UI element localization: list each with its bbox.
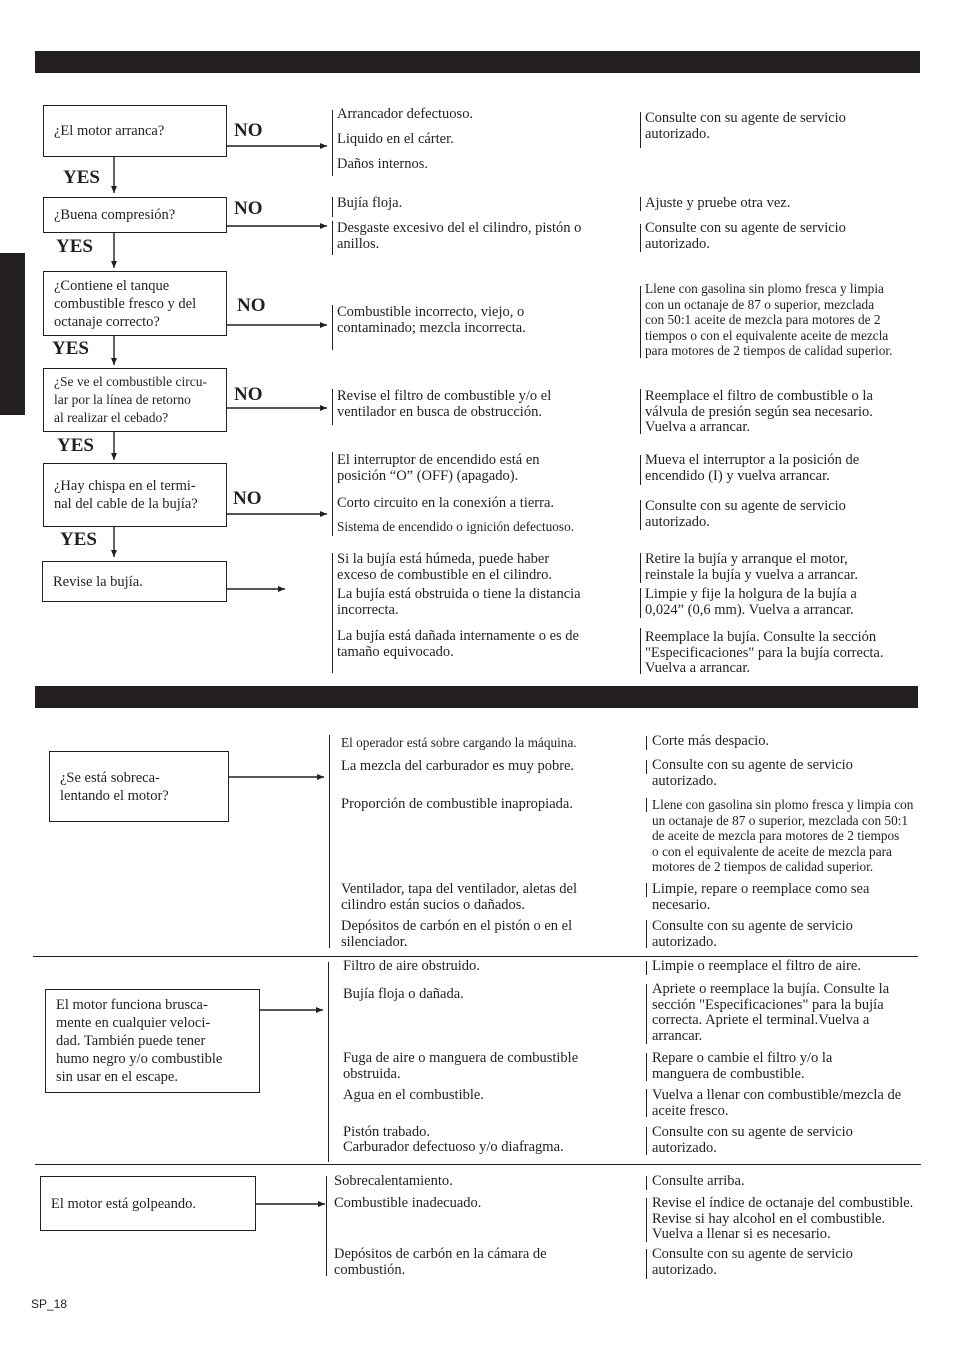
separator	[640, 197, 641, 211]
remedy-text: Consulte con su agente de servicio autorizado.	[645, 220, 846, 252]
remedy-text: Consulte con su agente de servicio autorizado.	[652, 1246, 853, 1278]
yes-label: YES	[57, 435, 94, 456]
no-label: NO	[234, 198, 263, 219]
cause-text: Sobrecalentamiento.	[334, 1173, 453, 1189]
cause-text: Fuga de aire o manguera de combustible obstruida.	[343, 1050, 579, 1082]
remedy-text: Apriete o reemplace la bujía. Consulte la sección "Especificaciones" para la bujía correcta. Apriete el terminal.Vuelva a arrancar.	[652, 981, 890, 1044]
separator	[332, 197, 333, 217]
yes-label: YES	[56, 236, 93, 257]
separator	[640, 455, 641, 485]
cause-text: Arrancador defectuoso.	[337, 106, 474, 122]
separator	[646, 961, 647, 975]
separator	[332, 305, 333, 350]
separator	[646, 736, 647, 750]
cause-text: La bujía está dañada internamente o es de tamaño equivocado.	[337, 628, 579, 660]
remedy-text: Reemplace la bujía. Consulte la sección "Especificaciones" para la bujía correcta. Vuelva a arrancar.	[645, 629, 884, 676]
cause-text: El operador está sobre cargando la máquina.	[341, 735, 577, 750]
separator	[646, 1176, 647, 1190]
cause-text: Daños internos.	[337, 156, 429, 172]
remedy-text: Consulte con su agente de servicio autorizado.	[652, 918, 853, 950]
yes-label: YES	[60, 529, 97, 550]
separator	[332, 389, 333, 425]
problem-knocking: El motor está golpeando.	[40, 1176, 256, 1231]
remedy-text: Llene con gasolina sin plomo fresca y limpia con un octanaje de 87 o superior, mezclada con 50:1 aceite de mezcla para motores de 2 tiempos o con el equivalente aceite de mezcla para motores de 2 tiempos de calidad superior.	[645, 281, 893, 358]
remedy-text: Llene con gasolina sin plomo fresca y limpia con un octanaje de 87 o superior, mezclada con 50:1 de aceite de mezcla para motores de 2 tiempos o con el equivalente de aceite de mezcla para motores de 2 tiempos de calidad superior.	[652, 797, 914, 874]
separator	[640, 286, 641, 358]
cause-text: Corto circuito en la conexión a tierra.	[337, 495, 555, 511]
cause-text: Pistón trabado. Carburador defectuoso y/o diafragma.	[343, 1124, 564, 1155]
question-engine-starts: ¿El motor arranca?	[43, 105, 227, 157]
cause-text: Liquido en el cárter.	[337, 131, 454, 147]
remedy-text: Limpie o reemplace el filtro de aire.	[652, 958, 861, 974]
cause-text: Si la bujía está húmeda, puede haber exceso de combustible en el cilindro.	[337, 551, 553, 583]
separator	[640, 588, 641, 618]
separator	[332, 221, 333, 255]
cause-text: Desgaste excesivo del el cilindro, pistón o anillos.	[337, 220, 582, 252]
remedy-text: Repare o cambie el filtro y/o la manguera de combustible.	[652, 1050, 833, 1082]
remedy-text: Mueva el interruptor a la posición de encendido (I) y vuelva arrancar.	[645, 452, 860, 484]
separator	[640, 389, 641, 434]
cause-text: Combustible incorrecto, viejo, o contaminado; mezcla incorrecta.	[337, 304, 526, 336]
cause-text: Depósitos de carbón en el pistón o en el silenciador.	[341, 918, 573, 950]
remedy-text: Consulte con su agente de servicio autorizado.	[652, 757, 853, 789]
cause-text: La bujía está obstruida o tiene la distancia incorrecta.	[337, 586, 581, 618]
cause-text: Proporción de combustible inapropiada.	[341, 796, 573, 812]
cause-text: El interruptor de encendido está en posición “O” (OFF) (apagado).	[337, 452, 540, 484]
separator	[646, 984, 647, 1044]
question-fresh-fuel: ¿Contiene el tanque combustible fresco y del octanaje correcto?	[43, 271, 227, 336]
row-divider	[33, 956, 918, 957]
remedy-text: Vuelva a llenar con combustible/mezcla de aceite fresco.	[652, 1087, 902, 1119]
separator	[640, 224, 641, 252]
separator	[646, 1089, 647, 1117]
remedy-text: Consulte con su agente de servicio autorizado.	[645, 110, 846, 142]
no-label: NO	[234, 384, 263, 405]
separator	[640, 553, 641, 583]
cause-text: Bujía floja.	[337, 195, 403, 211]
no-label: NO	[237, 295, 266, 316]
yes-label: YES	[63, 167, 100, 188]
separator	[329, 735, 330, 948]
cause-text: Combustible inadecuado.	[334, 1195, 482, 1211]
row-divider	[35, 1164, 921, 1165]
remedy-text: Reemplace el filtro de combustible o la válvula de presión según sea necesario. Vuelva a arrancar.	[645, 388, 873, 435]
separator	[646, 883, 647, 897]
separator	[640, 112, 641, 148]
separator	[332, 452, 333, 536]
separator	[646, 1053, 647, 1081]
cause-text: Sistema de encendido o ignición defectuoso.	[337, 519, 575, 534]
separator	[328, 962, 329, 1162]
question-good-compression: ¿Buena compresión?	[43, 197, 227, 233]
remedy-text: Consulte arriba.	[652, 1173, 745, 1189]
separator	[326, 1176, 327, 1276]
cause-text: Agua en el combustible.	[343, 1087, 484, 1103]
remedy-text: Limpie y fije la holgura de la bujía a 0,024” (0,6 mm). Vuelva a arrancar.	[645, 586, 857, 618]
remedy-text: Limpie, repare o reemplace como sea necesario.	[652, 881, 870, 913]
no-label: NO	[234, 120, 263, 141]
separator	[646, 798, 647, 812]
remedy-text: Retire la bujía y arranque el motor, reinstale la bujía y vuelva a arrancar.	[645, 551, 858, 583]
separator	[332, 110, 333, 176]
cause-text: Filtro de aire obstruido.	[343, 958, 480, 974]
no-label: NO	[233, 488, 262, 509]
check-spark-plug-box: Revise la bujía.	[42, 561, 227, 602]
cause-text: Bujía floja o dañada.	[343, 986, 464, 1002]
remedy-text: Consulte con su agente de servicio autorizado.	[645, 498, 846, 530]
remedy-text: Corte más despacio.	[652, 733, 770, 749]
yes-label: YES	[52, 338, 89, 359]
remedy-text: Ajuste y pruebe otra vez.	[645, 195, 791, 211]
question-fuel-return-line: ¿Se ve el combustible circu- lar por la línea de retorno al realizar el cebado?	[43, 368, 227, 432]
separator	[646, 1198, 647, 1242]
separator	[332, 553, 333, 673]
cause-text: Ventilador, tapa del ventilador, aletas del cilindro están sucios o dañados.	[341, 881, 577, 913]
remedy-text: Revise el índice de octanaje del combustible. Revise si hay alcohol en el combustible. Vuelva a llenar si es necesario.	[652, 1195, 914, 1242]
page-number: SP_18	[31, 1297, 68, 1311]
cause-text: Revise el filtro de combustible y/o el ventilador en busca de obstrucción.	[337, 388, 552, 420]
separator	[646, 1249, 647, 1279]
problem-overheating: ¿Se está sobreca- lentando el motor?	[49, 751, 229, 822]
remedy-text: Consulte con su agente de servicio autorizado.	[652, 1124, 853, 1156]
problem-rough-running: El motor funciona brusca- mente en cualquier veloci- dad. También puede tener humo negro y/o combustible sin usar en el escape.	[45, 989, 260, 1093]
separator	[640, 500, 641, 530]
cause-text: La mezcla del carburador es muy pobre.	[341, 758, 575, 774]
cause-text: Depósitos de carbón en la cámara de combustión.	[334, 1246, 547, 1278]
separator	[646, 1127, 647, 1155]
question-spark: ¿Hay chispa en el termi- nal del cable de la bujía?	[43, 463, 227, 527]
separator	[640, 628, 641, 674]
separator	[646, 760, 647, 774]
separator	[646, 920, 647, 948]
